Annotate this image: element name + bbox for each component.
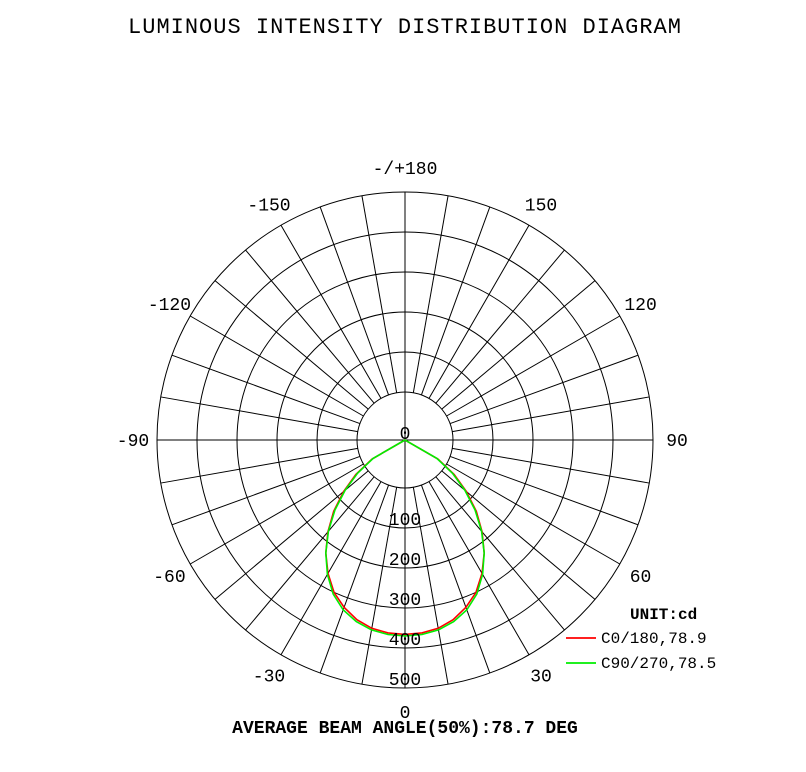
spoke-140 [436,250,565,403]
beam-angle-footer: AVERAGE BEAM ANGLE(50%):78.7 DEG [232,719,578,739]
spoke-130 [442,281,595,410]
spoke-70 [450,456,638,524]
angle-label-120: 120 [624,296,657,316]
legend-label-1: C90/270,78.5 [601,655,717,673]
spoke-110 [450,355,638,423]
spoke-320 [246,477,375,630]
angle-label--90: -90 [116,432,150,452]
spoke-230 [215,281,368,410]
angle-label--150: -150 [247,196,291,217]
legend [566,630,716,673]
angle-label-60: 60 [629,568,652,588]
ring-label-400: 400 [388,631,422,651]
angle-label--120: -120 [147,296,192,316]
spoke-250 [172,355,360,423]
unit-label: UNIT:cd [630,606,698,624]
spoke-100 [452,397,649,432]
angle-label-30: 30 [530,667,552,688]
spoke-200 [320,207,388,395]
legend-label-0: C0/180,78.9 [601,630,707,648]
spoke-170 [413,196,448,393]
ring-label-100: 100 [388,511,422,531]
spoke-220 [246,250,375,403]
angle-label-150: 150 [524,196,558,217]
ring-label-500: 500 [388,671,422,691]
angle-label--30: -30 [252,667,286,688]
spoke-290 [172,456,360,524]
angle-label-90: 90 [666,432,688,452]
spoke-40 [436,477,565,630]
spoke-190 [362,196,397,393]
angle-label--60: -60 [153,568,186,588]
chart-title: LUMINOUS INTENSITY DISTRIBUTION DIAGRAM [128,15,682,40]
ring-label-200: 200 [388,551,422,571]
spoke-260 [161,397,358,432]
ring-label-300: 300 [388,591,422,611]
spoke-280 [161,448,358,483]
spoke-80 [452,448,649,483]
spoke-160 [421,207,489,395]
ring-label-0: 0 [399,425,411,445]
angle-label-0: 0 [399,704,411,724]
angle-label-180: -/+180 [372,160,438,180]
